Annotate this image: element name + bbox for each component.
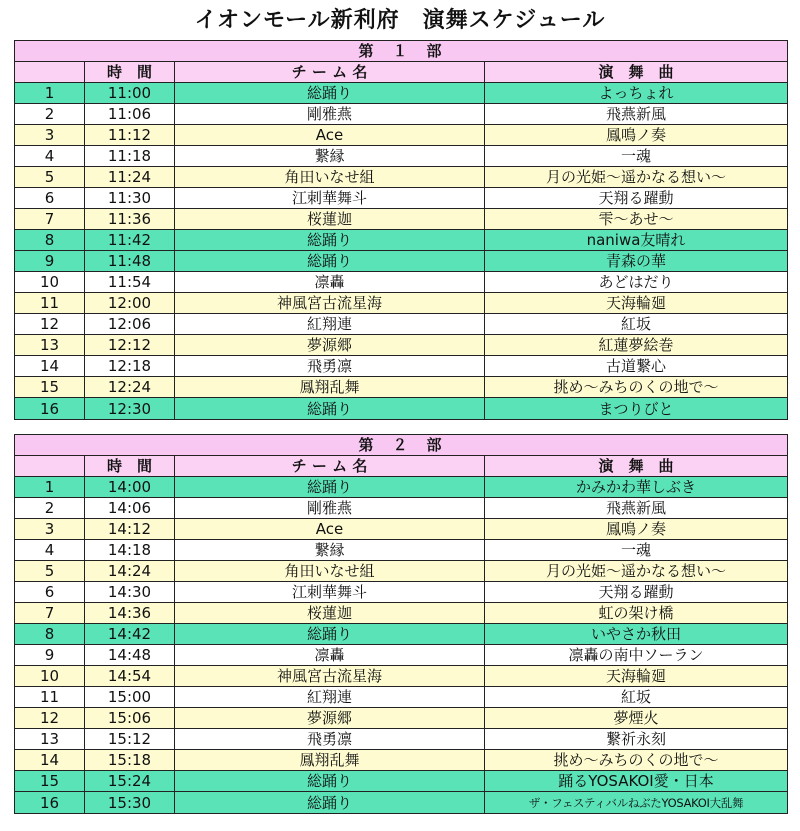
cell-song: 古道繋心 [485,356,788,377]
header-time: 時 間 [85,456,175,477]
cell-no: 13 [15,729,85,750]
cell-song: 繋祈永刻 [485,729,788,750]
table-row [15,519,788,540]
part-label: 第 ２ 部 [15,435,788,456]
table-row [15,272,788,293]
table-row [15,188,788,209]
cell-no: 6 [15,582,85,603]
cell-no: 8 [15,230,85,251]
cell-song: 雫～あせ～ [485,209,788,230]
cell-time: 11:12 [85,125,175,146]
header-team: チ ー ム 名 [175,456,485,477]
cell-time: 11:30 [85,188,175,209]
cell-team: 凛轟 [175,645,485,666]
cell-no: 3 [15,125,85,146]
cell-time: 11:06 [85,104,175,125]
cell-team: Ace [175,519,485,540]
table-row [15,603,788,624]
table-row [15,335,788,356]
cell-team: 凛轟 [175,272,485,293]
cell-team: 総踊り [175,230,485,251]
cell-song: 鳳鳴ノ奏 [485,519,788,540]
cell-time: 12:06 [85,314,175,335]
table-row [15,167,788,188]
cell-team: 紅翔連 [175,687,485,708]
table-row [15,209,788,230]
cell-no: 11 [15,293,85,314]
cell-song: 一魂 [485,540,788,561]
table-row [15,377,788,398]
cell-no: 14 [15,750,85,771]
cell-time: 11:18 [85,146,175,167]
cell-team: 角田いなせ組 [175,167,485,188]
cell-time: 11:36 [85,209,175,230]
cell-time: 11:42 [85,230,175,251]
cell-time: 11:48 [85,251,175,272]
cell-no: 8 [15,624,85,645]
cell-team: 鳳翔乱舞 [175,750,485,771]
cell-team: 江刺華舞斗 [175,188,485,209]
cell-song: 挑め～みちのくの地で～ [485,750,788,771]
table-row [15,561,788,582]
cell-song: 凛轟の南中ソーラン [485,645,788,666]
cell-no: 2 [15,498,85,519]
cell-team: 鳳翔乱舞 [175,377,485,398]
cell-team: 繋縁 [175,540,485,561]
cell-song: かみかわ華しぶき [485,477,788,498]
table-row [15,498,788,519]
page-title: イオンモール新利府 演舞スケジュール [194,8,606,33]
cell-time: 15:30 [85,792,175,814]
cell-no: 5 [15,561,85,582]
table-row [15,624,788,645]
cell-team: 飛勇凛 [175,356,485,377]
cell-time: 14:12 [85,519,175,540]
table-row [15,687,788,708]
cell-song: いやさか秋田 [485,624,788,645]
cell-song: 紅坂 [485,314,788,335]
cell-team: 繋縁 [175,146,485,167]
cell-song: 鳳鳴ノ奏 [485,125,788,146]
cell-no: 4 [15,146,85,167]
cell-no: 12 [15,708,85,729]
table-row [15,230,788,251]
part-header [15,41,788,62]
cell-song: 月の光姫～遥かなる想い～ [485,167,788,188]
cell-time: 15:18 [85,750,175,771]
cell-no: 11 [15,687,85,708]
cell-time: 14:24 [85,561,175,582]
cell-song: 虹の架け橋 [485,603,788,624]
cell-song: まつりびと [485,398,788,420]
cell-time: 14:18 [85,540,175,561]
cell-no: 10 [15,666,85,687]
cell-team: 桜蓮迦 [175,209,485,230]
cell-no: 13 [15,335,85,356]
cell-song: 月の光姫～遥かなる想い～ [485,561,788,582]
cell-song: よっちょれ [485,83,788,104]
cell-no: 5 [15,167,85,188]
cell-time: 14:30 [85,582,175,603]
cell-no: 9 [15,251,85,272]
cell-time: 12:00 [85,293,175,314]
table-row [15,356,788,377]
table-row [15,645,788,666]
cell-time: 14:36 [85,603,175,624]
cell-time: 12:18 [85,356,175,377]
table-row [15,125,788,146]
cell-song: naniwa友晴れ [485,230,788,251]
cell-no: 1 [15,477,85,498]
cell-time: 14:54 [85,666,175,687]
cell-team: 総踊り [175,792,485,814]
cell-song: 紅蓮夢絵巻 [485,335,788,356]
table-row [15,293,788,314]
header-song: 演 舞 曲 [485,62,788,83]
cell-no: 6 [15,188,85,209]
cell-time: 14:06 [85,498,175,519]
cell-song: 夢煙火 [485,708,788,729]
cell-team: 紅翔連 [175,314,485,335]
schedule-part-1 [14,40,788,420]
cell-team: 角田いなせ組 [175,561,485,582]
table-row [15,729,788,750]
cell-team: 総踊り [175,251,485,272]
cell-time: 15:12 [85,729,175,750]
table-row [15,582,788,603]
header-team: チ ー ム 名 [175,62,485,83]
cell-time: 14:42 [85,624,175,645]
part-header [15,435,788,456]
cell-song: 天翔る躍動 [485,582,788,603]
cell-team: 夢源郷 [175,708,485,729]
cell-time: 12:12 [85,335,175,356]
cell-team: 神風宮古流星海 [175,666,485,687]
cell-song: 天海輪廻 [485,666,788,687]
table-row [15,750,788,771]
cell-no: 12 [15,314,85,335]
cell-song: 天海輪廻 [485,293,788,314]
cell-no: 7 [15,209,85,230]
cell-time: 11:00 [85,83,175,104]
cell-no: 3 [15,519,85,540]
table-row [15,146,788,167]
table-row [15,251,788,272]
cell-song: 紅坂 [485,687,788,708]
cell-time: 15:06 [85,708,175,729]
cell-team: Ace [175,125,485,146]
table-row [15,83,788,104]
cell-no: 16 [15,792,85,814]
cell-no: 14 [15,356,85,377]
cell-song: 飛燕新風 [485,104,788,125]
cell-team: 夢源郷 [175,335,485,356]
cell-no: 4 [15,540,85,561]
table-row [15,666,788,687]
cell-team: 総踊り [175,477,485,498]
cell-no: 2 [15,104,85,125]
cell-time: 14:00 [85,477,175,498]
cell-no: 10 [15,272,85,293]
part-label: 第 １ 部 [15,41,788,62]
table-row [15,708,788,729]
cell-team: 剛雅燕 [175,104,485,125]
column-header-row [15,62,788,83]
cell-no: 7 [15,603,85,624]
cell-song: 天翔る躍動 [485,188,788,209]
table-row [15,771,788,792]
table-row [15,398,788,420]
cell-no: 1 [15,83,85,104]
cell-time: 14:48 [85,645,175,666]
cell-time: 11:54 [85,272,175,293]
cell-song: 青森の華 [485,251,788,272]
cell-time: 15:00 [85,687,175,708]
header-no [15,62,85,83]
cell-time: 15:24 [85,771,175,792]
cell-team: 総踊り [175,771,485,792]
cell-time: 12:24 [85,377,175,398]
cell-team: 総踊り [175,83,485,104]
cell-no: 16 [15,398,85,420]
cell-song: 一魂 [485,146,788,167]
column-header-row [15,456,788,477]
cell-song: ザ・フェスティバルねぶたYOSAKOI大乱舞 [485,792,788,814]
header-no [15,456,85,477]
table-row [15,314,788,335]
cell-song: 挑め～みちのくの地で～ [485,377,788,398]
cell-time: 11:24 [85,167,175,188]
cell-team: 江刺華舞斗 [175,582,485,603]
cell-no: 15 [15,377,85,398]
cell-no: 15 [15,771,85,792]
cell-team: 総踊り [175,398,485,420]
header-time: 時 間 [85,62,175,83]
cell-team: 桜蓮迦 [175,603,485,624]
cell-team: 総踊り [175,624,485,645]
table-row [15,477,788,498]
cell-team: 剛雅燕 [175,498,485,519]
cell-team: 神風宮古流星海 [175,293,485,314]
cell-time: 12:30 [85,398,175,420]
cell-song: 踊るYOSAKOI愛・日本 [485,771,788,792]
table-row [15,104,788,125]
header-song: 演 舞 曲 [485,456,788,477]
cell-no: 9 [15,645,85,666]
schedule-part-2 [14,434,788,814]
cell-team: 飛勇凛 [175,729,485,750]
cell-song: 飛燕新風 [485,498,788,519]
cell-song: あどはだり [485,272,788,293]
table-row [15,540,788,561]
table-row [15,792,788,814]
